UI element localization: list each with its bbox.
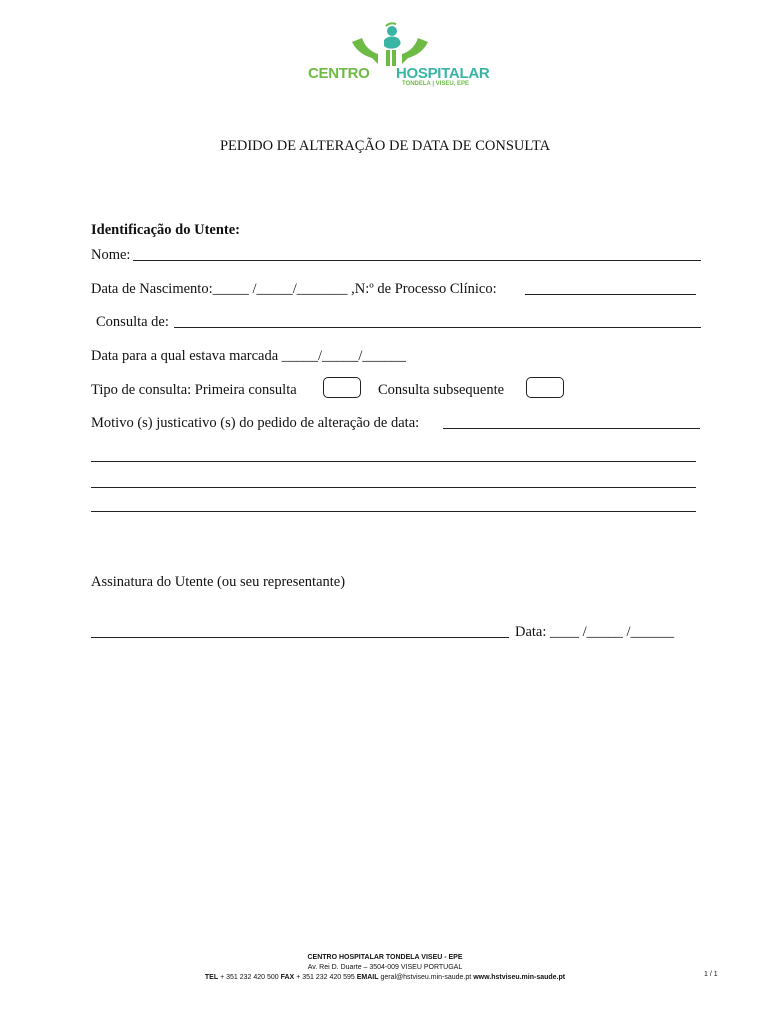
- logo-word-hospitalar: HOSPITALAR: [396, 65, 490, 82]
- subsequente-checkbox[interactable]: [526, 377, 564, 398]
- logo-hands-icon: [300, 20, 490, 68]
- tipo-consulta-label: Tipo de consulta: Primeira consulta: [91, 382, 297, 398]
- original-date-label: Data para a qual estava marcada _____/_____/______: [91, 348, 406, 364]
- consulta-de-field[interactable]: [174, 327, 701, 328]
- hospital-logo: [300, 20, 490, 92]
- form-title: PEDIDO DE ALTERAÇÃO DE DATA DE CONSULTA: [219, 138, 551, 154]
- motivo-label: Motivo (s) justicativo (s) do pedido de alteração de data:: [91, 415, 420, 431]
- motivo-field-3[interactable]: [91, 487, 696, 488]
- fax-value: + 351 232 420 595: [296, 974, 355, 981]
- website-link[interactable]: www.hstviseu.min-saude.pt: [473, 974, 566, 981]
- fax-label: FAX: [280, 974, 295, 981]
- section-heading: Identificação do Utente:: [91, 222, 241, 238]
- process-number-field[interactable]: [525, 294, 696, 295]
- motivo-field-4[interactable]: [91, 511, 696, 512]
- primeira-consulta-checkbox[interactable]: [323, 377, 361, 398]
- nome-label: Nome:: [91, 247, 131, 263]
- tel-label: TEL: [204, 974, 219, 981]
- logo-word-centro: CENTRO: [308, 65, 370, 82]
- consulta-de-label: Consulta de:: [96, 314, 169, 330]
- footer-address: Av. Rei D. Duarte – 3504-009 VISEU PORTUGAL: [307, 964, 463, 971]
- motivo-field-2[interactable]: [91, 461, 696, 462]
- page-number: 1 / 1: [704, 971, 718, 978]
- signature-label: Assinatura do Utente (ou seu representante): [91, 574, 346, 590]
- subsequente-label: Consulta subsequente: [378, 382, 505, 398]
- footer-contacts: [150, 973, 620, 983]
- email-label: EMAIL: [356, 974, 379, 981]
- footer-org-name: CENTRO HOSPITALAR TONDELA VISEU - EPE: [307, 954, 463, 961]
- signature-date: Data: ____ /_____ /______: [515, 624, 675, 640]
- logo-subtitle: TONDELA | VISEU, EPE: [402, 81, 470, 87]
- tel-value: + 351 232 420 500: [220, 974, 279, 981]
- nome-field[interactable]: [133, 260, 701, 261]
- motivo-field-1[interactable]: [443, 428, 700, 429]
- email-value[interactable]: geral@hstviseu.min-saude.pt: [380, 974, 472, 981]
- birthdate-process-label: Data de Nascimento:_____ /_____/_______ ,N:º de Processo Clínico:: [91, 281, 497, 297]
- signature-field[interactable]: [91, 637, 509, 638]
